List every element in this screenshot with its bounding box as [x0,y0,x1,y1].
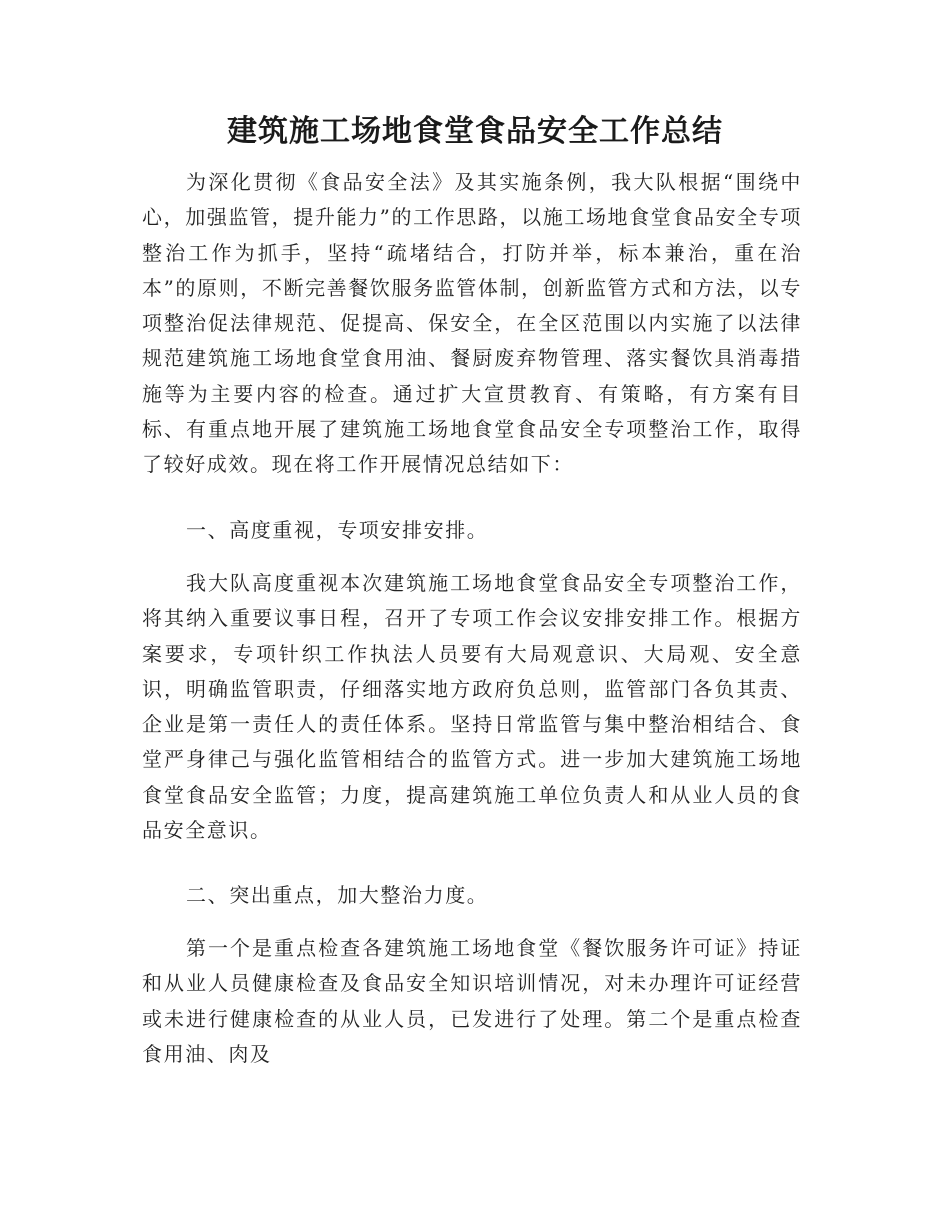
document-title: 建筑施工场地食堂食品安全工作总结 [227,114,723,149]
section-heading-2: 二、突出重点，加大整治力度。 [186,883,489,907]
section-heading-1: 一、高度重视，专项安排安排。 [186,518,489,542]
section-2-paragraph: 第一个是重点检查各建筑施工场地食堂《餐饮服务许可证》持证和从业人员健康检查及食品安全知识培训情况，对未办理许可证经营或未进行健康检查的从业人员，已发进行了处理。第二个是重点检查食用油、肉及 [142,936,802,1066]
intro-paragraph: 为深化贯彻《食品安全法》及其实施条例，我大队根据“围绕中心，加强监管，提升能力”的工作思路，以施工场地食堂食品安全专项整治工作为抓手，坚持“疏堵结合，打防并举，标本兼治，重在治本”的原则，不断完善餐饮服务监管体制，创新监管方式和方法，以专项整治促法律规范、促提高、保安全，在全区范围以内实施了以法律规范建筑施工场地食堂食用油、餐厨废弃物管理、落实餐饮具消毒措施等为主要内容的检查。通过扩大宣贯教育、有策略，有方案有目标、有重点地开展了建筑施工场地食堂食品安全专项整治工作，取得了较好成效。现在将工作开展情况总结如下： [142,170,802,477]
section-1-paragraph: 我大队高度重视本次建筑施工场地食堂食品安全专项整治工作，将其纳入重要议事日程，召开了专项工作会议安排安排工作。根据方案要求，专项针织工作执法人员要有大局观意识、大局观、安全意识，明确监管职责，仔细落实地方政府负总则，监管部门各负其责、企业是第一责任人的责任体系。坚持日常监管与集中整治相结合、食堂严身律己与强化监管相结合的监管方式。进一步加大建筑施工场地食堂食品安全监管；力度，提高建筑施工单位负责人和从业人员的食品安全意识。 [142,571,802,843]
